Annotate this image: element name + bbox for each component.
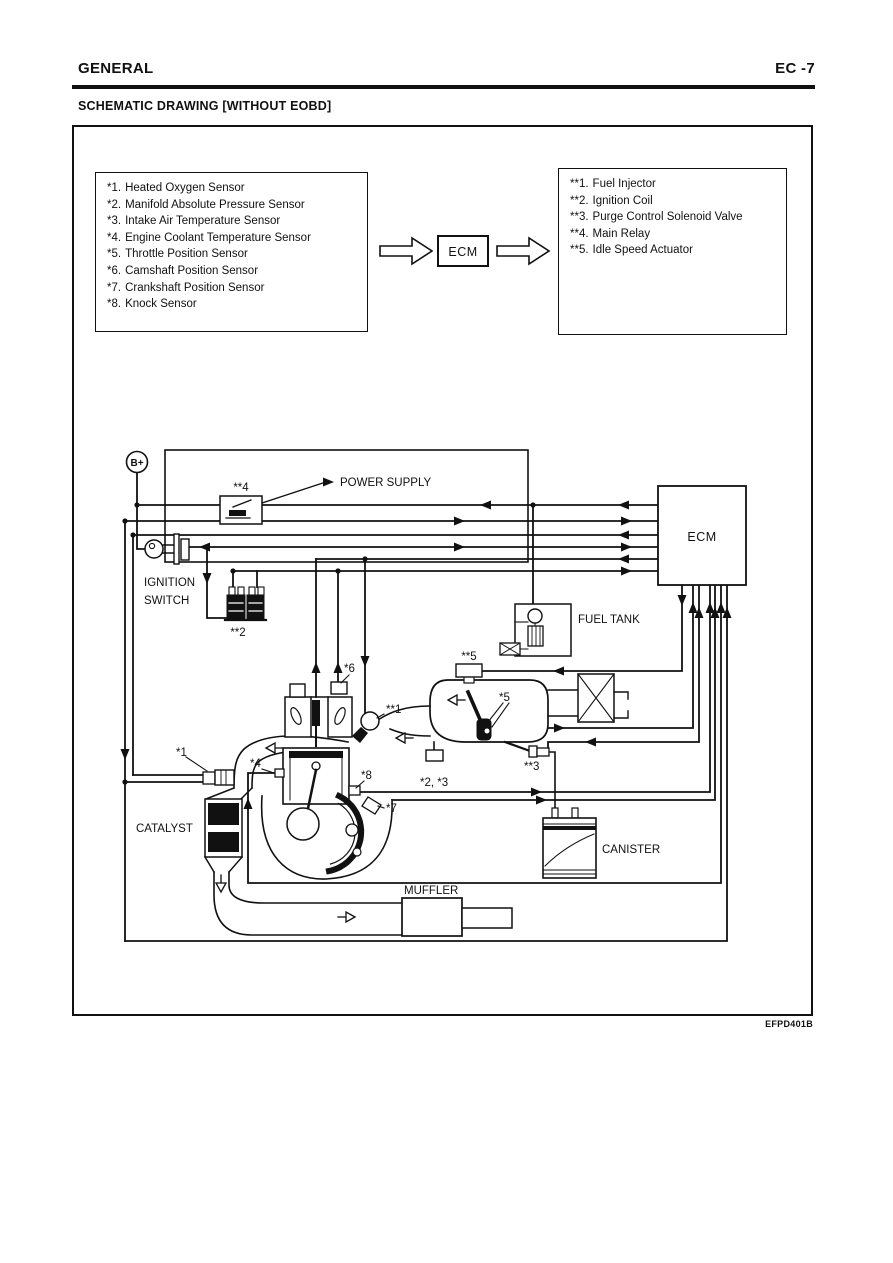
tps-ref: *5 bbox=[499, 692, 510, 704]
legend-label: Heated Oxygen Sensor bbox=[125, 182, 245, 194]
battery-terminal bbox=[127, 452, 148, 473]
purge-control-solenoid-valve bbox=[505, 742, 555, 808]
air-cleaner bbox=[548, 674, 628, 722]
idle-speed-ref: **5 bbox=[461, 651, 477, 663]
legend-ref: *1. bbox=[107, 182, 122, 194]
legend-ref: *8. bbox=[107, 298, 122, 311]
legend-label: Intake Air Temperature Sensor bbox=[125, 215, 281, 228]
knock-sensor-ref: *8 bbox=[361, 770, 372, 782]
legend-ref: **1. bbox=[570, 178, 589, 190]
page-title: SCHEMATIC DRAWING [WITHOUT EOBD] bbox=[78, 99, 332, 113]
fuel-tank-label: FUEL TANK bbox=[578, 614, 640, 626]
main-relay-ref: **4 bbox=[233, 482, 249, 494]
figure-code: EFPD401B bbox=[765, 1019, 813, 1029]
map-iat-sensor bbox=[420, 742, 448, 789]
legend-label: Engine Coolant Temperature Sensor bbox=[125, 231, 311, 244]
cam-sensor-ref: *6 bbox=[344, 663, 355, 675]
canister bbox=[543, 808, 660, 878]
muffler bbox=[402, 885, 512, 936]
purge-valve-ref: **3 bbox=[524, 761, 540, 773]
main-relay bbox=[220, 482, 262, 524]
engine-control-schematic bbox=[72, 125, 813, 1016]
legend-label: Idle Speed Actuator bbox=[592, 244, 693, 257]
o2-sensor-ref: *1 bbox=[176, 747, 187, 759]
ignition-coil-ref: **2 bbox=[230, 627, 246, 639]
map-iat-ref: *2, *3 bbox=[420, 777, 449, 789]
flow-arrow-sensors-to-ecm bbox=[380, 238, 432, 264]
legend-ref: **4. bbox=[570, 227, 589, 240]
legend-ref: *4. bbox=[107, 231, 122, 244]
legend-ref: *7. bbox=[107, 281, 122, 294]
ignition-switch-label-2: SWITCH bbox=[144, 595, 190, 607]
header-rule bbox=[72, 85, 815, 89]
ecm-label: ECM bbox=[687, 530, 717, 544]
legend-label: Knock Sensor bbox=[125, 298, 197, 311]
muffler-label: MUFFLER bbox=[404, 885, 459, 897]
idle-speed-actuator bbox=[456, 651, 482, 683]
legend-label: Manifold Absolute Pressure Sensor bbox=[125, 198, 305, 211]
legend-ref: *5. bbox=[107, 248, 122, 261]
legend-label: Crankshaft Position Sensor bbox=[125, 281, 265, 294]
coolant-sensor-ref: *4 bbox=[250, 758, 261, 770]
crank-sensor-ref: *7 bbox=[386, 803, 397, 815]
heated-oxygen-sensor bbox=[176, 747, 234, 785]
fuel-injector bbox=[352, 704, 401, 743]
power-supply-callout bbox=[262, 477, 431, 503]
ignition-switch-label-1: IGNITION bbox=[144, 577, 196, 589]
legend-label: Fuel Injector bbox=[592, 178, 656, 190]
coolant-temp-sensor bbox=[250, 758, 284, 777]
power-supply-label: POWER SUPPLY bbox=[340, 477, 432, 489]
catalyst-label: CATALYST bbox=[136, 823, 193, 835]
canister-label: CANISTER bbox=[602, 844, 661, 856]
camshaft-position-sensor bbox=[331, 663, 355, 694]
legend-label: Purge Control Solenoid Valve bbox=[592, 211, 743, 224]
exhaust-tailpipe bbox=[214, 872, 402, 935]
legend-ref: *2. bbox=[107, 198, 122, 211]
injector-ref: **1 bbox=[386, 704, 402, 716]
legend-ref: **3. bbox=[570, 211, 589, 224]
legend-ref: *3. bbox=[107, 215, 122, 228]
ecm-box bbox=[658, 486, 746, 585]
legend-label: Ignition Coil bbox=[592, 194, 653, 207]
ignition-coil bbox=[225, 587, 266, 639]
legend-ref: **5. bbox=[570, 244, 589, 257]
legend-ref: **2. bbox=[570, 194, 589, 207]
legend-label: Main Relay bbox=[592, 227, 651, 240]
legend-label: Camshaft Position Sensor bbox=[125, 264, 259, 277]
flow-arrow-ecm-to-actuators bbox=[497, 238, 549, 264]
flow-ecm-label: ECM bbox=[448, 245, 478, 259]
legend-label: Throttle Position Sensor bbox=[125, 248, 248, 261]
ignition-switch bbox=[144, 534, 195, 607]
page-reference: EC -7 bbox=[775, 60, 815, 77]
battery-label: B+ bbox=[130, 458, 144, 469]
legend-ref: *6. bbox=[107, 264, 122, 277]
catalyst bbox=[136, 788, 252, 872]
flow-ecm-box bbox=[438, 236, 488, 266]
fuel-tank bbox=[500, 604, 640, 656]
section-heading: GENERAL bbox=[78, 60, 154, 77]
